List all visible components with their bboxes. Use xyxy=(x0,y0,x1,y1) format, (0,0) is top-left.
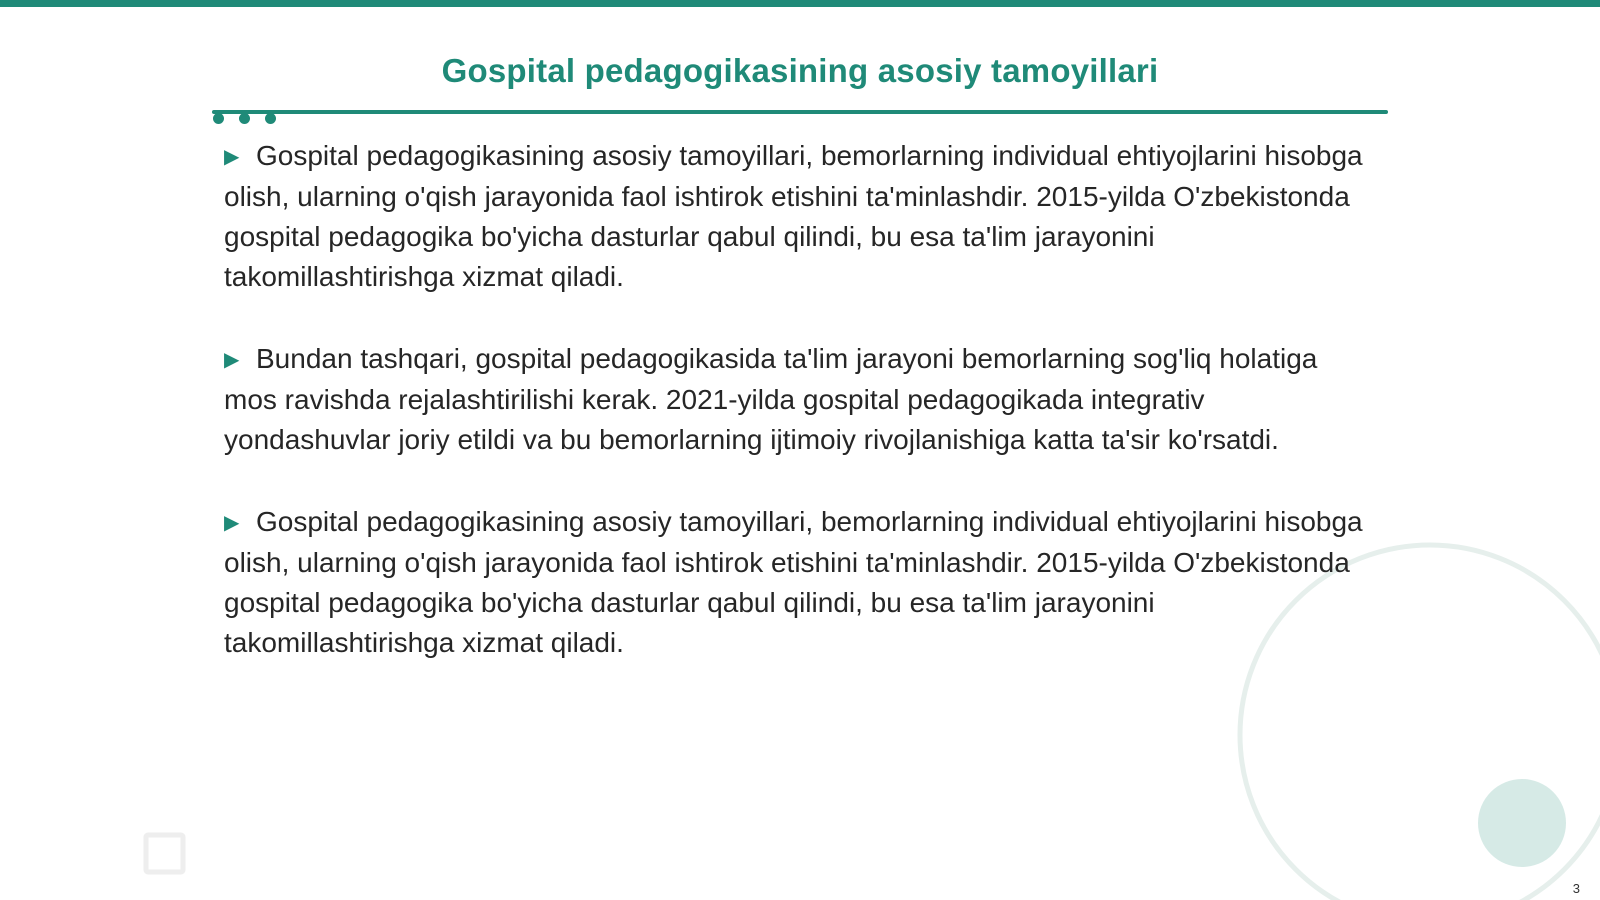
triangle-right-icon: ▶ xyxy=(224,146,240,168)
title-underline xyxy=(212,110,1388,114)
triangle-right-icon: ▶ xyxy=(224,512,240,534)
bullet-paragraph xyxy=(224,339,1374,460)
underline-dot xyxy=(213,113,224,124)
underline-dot xyxy=(265,113,276,124)
decorative-bubble xyxy=(1478,779,1566,867)
top-accent-bar xyxy=(0,0,1600,7)
paragraph-text: Gospital pedagogikasining asosiy tamoyillari, bemorlarning individual ehtiyojlarini hisobga olish, ularning o'qish jarayonida faol ishtirok etishini ta'minlashdir. 2015-yilda O'zbekistonda gospital pedagogika bo'yicha dasturlar qabul qilindi, bu esa ta'lim jarayonini takomillashtirishga xizmat qiladi. xyxy=(224,140,1363,292)
page-number: 3 xyxy=(1572,881,1580,896)
slide-body xyxy=(224,136,1374,705)
triangle-right-icon: ▶ xyxy=(224,349,240,371)
underline-dot xyxy=(239,113,250,124)
slide-title: Gospital pedagogikasining asosiy tamoyillari xyxy=(441,52,1159,89)
bullet-paragraph xyxy=(224,502,1374,663)
decorative-square xyxy=(146,835,183,872)
paragraph-text: Gospital pedagogikasining asosiy tamoyillari, bemorlarning individual ehtiyojlarini hisobga olish, ularning o'qish jarayonida faol ishtirok etishini ta'minlashdir. 2015-yilda O'zbekistonda gospital pedagogika bo'yicha dasturlar qabul qilindi, bu esa ta'lim jarayonini takomillashtirishga xizmat qiladi. xyxy=(224,506,1363,658)
paragraph-text: Bundan tashqari, gospital pedagogikasida ta'lim jarayoni bemorlarning sog'liq holatiga mos ravishda rejalashtirilishi kerak. 2021-yilda gospital pedagogikada integrativ yondashuvlar joriy etildi va bu bemorlarning ijtimoiy rivojlanishiga katta ta'sir ko'rsatdi. xyxy=(224,343,1318,455)
bullet-paragraph xyxy=(224,136,1374,297)
